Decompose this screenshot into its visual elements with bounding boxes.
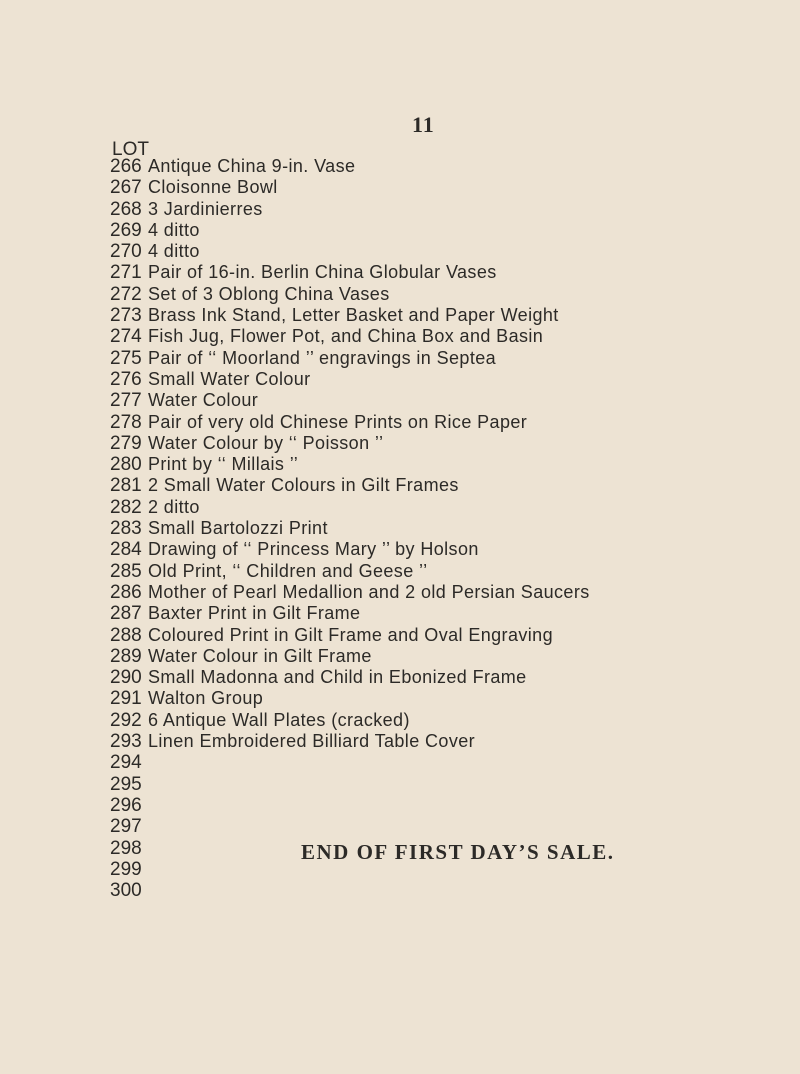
lot-description: Small Water Colour [148, 368, 311, 389]
lot-description: 3 Jardinierres [148, 198, 263, 219]
lot-number: 269 [110, 219, 142, 241]
lot-column-heading: LOT [112, 139, 149, 160]
lot-number: 296 [110, 794, 142, 816]
lot-description: 6 Antique Wall Plates (cracked) [148, 709, 410, 730]
lot-description: 4 ditto [148, 219, 200, 240]
lot-row [110, 454, 530, 475]
lot-description: Water Colour in Gilt Frame [148, 645, 372, 666]
end-of-sale-note: END OF FIRST DAY’S SALE. [301, 840, 615, 864]
lot-number: 299 [110, 858, 142, 880]
lot-number: 273 [110, 305, 142, 327]
lot-row [110, 561, 530, 582]
lot-number: 287 [110, 603, 142, 625]
lot-number: 285 [110, 560, 142, 582]
lot-row [110, 581, 590, 603]
lot-number: 292 [110, 709, 142, 731]
lot-number: 284 [110, 539, 142, 561]
lot-number: 275 [110, 347, 142, 369]
lot-number: 283 [110, 518, 142, 540]
lot-number: 277 [110, 390, 142, 412]
lot-description: Fish Jug, Flower Pot, and China Box and Basin [148, 326, 544, 347]
lot-number: 282 [110, 496, 142, 518]
lot-description: Walton Group [148, 688, 264, 709]
lot-number: 280 [110, 454, 142, 476]
lot-number: 289 [110, 645, 142, 667]
lot-number: 290 [110, 667, 142, 689]
lot-number: 267 [110, 177, 142, 199]
lot-row [110, 688, 530, 709]
lot-row [110, 412, 530, 433]
lot-number: 276 [110, 368, 142, 390]
lot-number: 271 [110, 262, 142, 284]
lot-number: 279 [110, 432, 142, 454]
lot-description: 2 ditto [148, 496, 200, 517]
lot-description: Mother of Pearl Medallion and 2 old Persian Saucers [148, 581, 590, 602]
lot-row [110, 262, 530, 283]
lot-number: 291 [110, 688, 142, 710]
lot-number: 286 [110, 581, 142, 603]
lot-description: Brass Ink Stand, Letter Basket and Paper Weight [148, 305, 559, 326]
lot-number: 266 [110, 156, 142, 177]
lot-row [110, 199, 530, 220]
lot-description: Baxter Print in Gilt Frame [148, 603, 361, 624]
lot-number: 274 [110, 326, 142, 348]
lot-number: 294 [110, 752, 142, 774]
lot-description: 4 ditto [148, 241, 200, 262]
lot-number: 293 [110, 731, 142, 753]
lot-row [110, 156, 530, 177]
lot-row [110, 731, 530, 752]
lot-description: Set of 3 Oblong China Vases [148, 283, 390, 304]
lot-row [110, 241, 530, 262]
lot-description: Small Bartolozzi Print [148, 518, 328, 539]
lot-description: Old Print, ‘‘ Children and Geese ’’ [148, 560, 428, 581]
lot-row [110, 752, 530, 773]
lot-description: Drawing of ‘‘ Princess Mary ’’ by Holson [148, 539, 479, 560]
lot-row [110, 497, 530, 518]
lot-number: 288 [110, 624, 142, 646]
lot-number: 281 [110, 475, 142, 497]
lot-number: 268 [110, 198, 142, 220]
lot-row [110, 518, 530, 539]
lot-row [110, 475, 530, 496]
lot-description: Small Madonna and Child in Ebonized Frame [148, 667, 527, 688]
lot-row [110, 433, 530, 454]
lot-number: 298 [110, 837, 142, 859]
lot-row [110, 710, 530, 731]
lot-row [110, 539, 530, 560]
lot-description: Print by ‘‘ Millais ’’ [148, 454, 299, 475]
lot-row [110, 284, 530, 305]
lot-row [110, 390, 530, 411]
lot-description: Linen Embroidered Billiard Table Cover [148, 731, 476, 752]
lot-number: 272 [110, 283, 142, 305]
lot-row [110, 646, 530, 667]
lot-row [110, 667, 530, 688]
lot-row [110, 369, 530, 390]
lot-list [110, 156, 590, 902]
lot-description: Water Colour [148, 390, 259, 411]
lot-number: 300 [110, 880, 142, 902]
lot-row [110, 774, 530, 795]
lot-number: 297 [110, 816, 142, 838]
lot-number: 278 [110, 411, 142, 433]
lot-row [110, 177, 530, 198]
lot-row [110, 816, 530, 837]
lot-description: Coloured Print in Gilt Frame and Oval Engraving [148, 624, 553, 645]
lot-row [110, 220, 530, 241]
page-number: 11 [412, 112, 435, 137]
lot-row [110, 795, 530, 816]
lot-description: Cloisonne Bowl [148, 177, 278, 198]
lot-description: Pair of very old Chinese Prints on Rice Paper [148, 411, 528, 432]
lot-description: Pair of ‘‘ Moorland ’’ engravings in Septea [148, 347, 497, 368]
lot-row [110, 326, 544, 348]
lot-number: 295 [110, 773, 142, 795]
lot-number: 270 [110, 241, 142, 263]
lot-description: Antique China 9-in. Vase [148, 156, 356, 176]
lot-row [110, 305, 559, 327]
lot-row [110, 348, 530, 369]
lot-description: Pair of 16-in. Berlin China Globular Vases [148, 262, 497, 283]
lot-description: Water Colour by ‘‘ Poisson ’’ [148, 432, 384, 453]
lot-row [110, 624, 553, 646]
lot-row [110, 880, 530, 901]
lot-description: 2 Small Water Colours in Gilt Frames [148, 475, 459, 496]
lot-row [110, 603, 530, 624]
